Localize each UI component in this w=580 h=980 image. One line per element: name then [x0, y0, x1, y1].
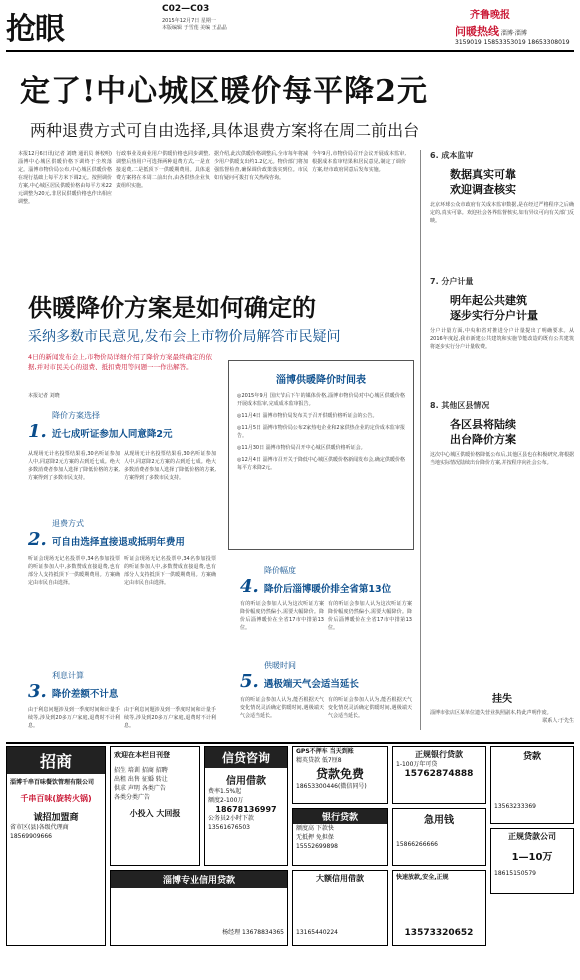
- notice-body: 淄博市张店区某单位遗失营业执照副本,特此声明作废。: [430, 710, 552, 716]
- article-column: 今年9月,市物价局召开会议开展成本监审,根据成本监审结果和居民意见,制定了调价方案,经市政府同意后发布实施。: [312, 151, 406, 173]
- section-body: 听证会现场无记名投票中,34名参加投票的听证参加人中,多数赞成直接退费,也有部分人支持抵顶下一供暖期费用。方案确定由市民自由选择。: [28, 556, 120, 586]
- ad-line: 招生 培训 招商 招聘: [114, 767, 168, 774]
- side-item-num: 6.: [430, 151, 439, 160]
- ad-extra: 公务员2小时下款: [208, 815, 254, 822]
- hotline-label: 问暖热线: [455, 25, 499, 38]
- ad-amount: 1—10万: [511, 852, 553, 863]
- ad-line: 小投入 大回报: [129, 809, 181, 818]
- hotline-number: 18653308019: [527, 39, 570, 46]
- section-body: 有的听证会参加人认为这次听证方案降价幅度仍然偏小,需要大幅降价。降价后淄博暖价在全省17市中排第13位。: [328, 601, 412, 631]
- faq-section: [28, 518, 248, 550]
- ad-title: 淄博专业信用贷款: [111, 871, 287, 888]
- masthead-divider: [6, 50, 574, 52]
- timeline-item: ◎12月4日 淄博市召开关于降低中心城区供暖价格新闻发布会,确定供暖价格每平方米降2元。: [237, 457, 405, 471]
- ad-tel: 13563233369: [494, 803, 536, 810]
- side-item-label: 其他区县情况: [441, 401, 490, 410]
- ad-tel: 13165440224: [296, 929, 338, 936]
- section-body: 从现场无计名投票结果看,30名听证参加人中,同意降2元方案的占到近七成。绝大多数消费者参加人选择了降低价格的方案,方案得到了多数市民支持。: [28, 451, 120, 481]
- faq-section: [240, 565, 420, 597]
- hotline-sub: 淄博·淄博: [500, 30, 527, 37]
- ad-daikuan: [490, 746, 574, 824]
- side-item-num: 7.: [430, 277, 439, 286]
- ad-kuaisu: [392, 870, 486, 946]
- notice-contact: 联系人:于先生: [542, 718, 574, 724]
- timeline-item: ◎2015年9月 国庆节后下午的媒体价格,淄博市物价局对中心城区供暖价格开展成本监审,完成成本监审报告。: [237, 393, 405, 407]
- side-item-head: [430, 276, 574, 287]
- ad-xinxi: [110, 746, 200, 866]
- section-body: 有的听证会参加人认为,能否根据天气变化情况灵活确定供暖时间,遇极端天气会适当延长。: [240, 697, 324, 719]
- notice: [430, 690, 574, 725]
- hotline-banner: [455, 27, 575, 47]
- timeline-title: 淄博供暖降价时间表: [276, 375, 366, 386]
- masthead-editor: 本版编辑 于雪莲 美编 王晶晶: [162, 25, 227, 31]
- ad-sub: 精英贷款 低7厘8: [296, 757, 342, 764]
- timeline-item: ◎11月4日 淄博市物价局发布关于召开供暖价格听证会的公告。: [237, 413, 378, 419]
- ad-title: 急用钱: [424, 815, 454, 826]
- hotline-number: 15853353019: [483, 39, 526, 46]
- side-item-head: [430, 400, 574, 411]
- masthead-meta: [162, 18, 227, 32]
- ad-tel: 18678136997: [215, 805, 277, 814]
- ad-sub: 信用借款: [226, 776, 266, 787]
- hotline-number: 3159019: [455, 39, 482, 46]
- ad-tel: 13573320652: [404, 928, 474, 938]
- main-subhead: 两种退费方式可自由选择,具体退费方案将在周二前出台: [30, 121, 420, 140]
- timeline-item: ◎11月30日 淄博市物价局召开中心城区供暖价格听证会。: [237, 445, 366, 451]
- section-number: 3.: [28, 681, 47, 702]
- article-column: 本报12月6日讯(记者 刘晓 通讯员 蒋校明) 淄博中心城区供暖价格下调终于尘埃落定。淄博市物价局公布,中心城区供暖价格在现行基础上每平方米下调2元。按照调价方案,中心城区居民供暖价格由每平方米22元调整为20元,非居民供暖价格也作出相应调整。: [18, 151, 112, 205]
- ad-zhenggui: [392, 746, 486, 804]
- ad-title: 正规银行贷款: [415, 750, 463, 759]
- lead-paragraph: 4日的新闻发布会上,市物价局详细介绍了降价方案最终确定的依据,并对市民关心的退费、抵扣费用等问题一一作出解答。: [28, 353, 212, 371]
- ad-main: 贷款免费: [315, 767, 364, 781]
- ad-limit: 额度2-100万: [208, 797, 244, 804]
- side-item-body: 分户计量方面,中央和省对推进分户计量提出了明确要求。从2016年度起,我市新建公共建筑和实施节能改造的既有公共建筑将逐步实行分户计量收费。: [430, 328, 574, 350]
- article-column: 据介绍,此次供暖价格调整后,全市每年将减少用户供暖支出约1.2亿元。物价部门将加强监督检查,确保调价政策落实到位。市民如有疑问可拨打有关热线咨询。: [214, 151, 308, 181]
- second-subhead: 采纳多数市民意见,发布会上市物价局解答市民疑问: [28, 329, 341, 345]
- ad-xindai: [204, 746, 288, 866]
- section-title: 遇极端天气会适当延长: [263, 679, 359, 690]
- byline: 本报记者 刘晓: [28, 393, 60, 399]
- side-item: [430, 150, 574, 257]
- side-item-title: 数据真实可靠 欢迎调查核实: [450, 168, 516, 196]
- ad-tel: 18569909666: [10, 833, 52, 840]
- side-item-num: 8.: [430, 401, 439, 410]
- section-label: 退费方式: [52, 519, 84, 528]
- section-body: 有的听证会参加人认为,能否根据天气变化情况灵活确定供暖时间,遇极端天气会适当延长。: [328, 697, 412, 719]
- ad-title: GPS不押车 当天到账: [296, 748, 354, 755]
- column-divider: [420, 150, 421, 730]
- section-title: 降价后淄博暖价排全省第13位: [263, 584, 392, 595]
- ad-contact: 杨经理: [222, 929, 241, 936]
- faq-section: [28, 410, 218, 442]
- section-body: 有的听证会参加人认为这次听证方案降价幅度仍然偏小,需要大幅降价。降价后淄博暖价在全省17市中排第13位。: [240, 601, 324, 631]
- ad-title: 快速放款,安全,正规: [396, 874, 449, 881]
- ad-line: 各类分类广告: [114, 794, 151, 801]
- section-body: 由于利息问题涉及到一季度时间和计量手续等,涉及到20多万户家庭,退费时不计利息。: [124, 707, 216, 729]
- ad-line: 欢迎在本栏目刊登: [114, 751, 170, 759]
- section-body: 由于利息问题涉及到一季度时间和计量手续等,涉及到20多万户家庭,退费时不计利息。: [28, 707, 120, 729]
- section-label: 降价幅度: [264, 566, 296, 575]
- section-body: 听证会现场无记名投票中,34名参加投票的听证参加人中,多数赞成直接退费,也有部分人支持抵顶下一供暖期费用。方案确定由市民自由选择。: [124, 556, 216, 586]
- ad-zhenggui2: [490, 828, 574, 894]
- ad-tel2: 13561676503: [208, 824, 250, 831]
- section-number: 2.: [28, 529, 47, 550]
- section-title: 可自由选择直接退或抵明年费用: [51, 537, 185, 548]
- notice-title: 挂失: [492, 694, 512, 705]
- section-label: 降价方案选择: [52, 411, 100, 420]
- ad-line: 供求 声明 各类广告: [114, 785, 166, 792]
- faq-section: [28, 670, 218, 702]
- ad-title: 贷款: [522, 752, 541, 762]
- section-label: 利息计算: [52, 671, 84, 680]
- main-headline: 定了!中心城区暖价每平降2元: [20, 74, 429, 109]
- newspaper-brand: 齐鲁晚报: [470, 10, 510, 21]
- ads-divider: [6, 742, 574, 744]
- masthead-date: 2015年12月7日 星期一: [162, 18, 216, 24]
- side-item-body: 北京环球公众市政府有关成本监审数据,是在经过严格程序之后确定的,真实可靠。欢迎社会各界监督核实,如有异议可向有关部门反映。: [430, 202, 574, 224]
- ad-tel: 15552699898: [296, 843, 338, 850]
- ad-title: 信贷咨询: [205, 747, 287, 768]
- ad-sub: 1-100万年可贷: [396, 761, 438, 768]
- ad-title: 大额信用借款: [316, 874, 364, 883]
- side-item-head: [430, 150, 574, 161]
- side-item-label: 成本监审: [441, 151, 474, 160]
- ad-title: 正规贷款公司: [508, 832, 556, 841]
- section-logo: 抢眼: [6, 12, 64, 47]
- section-title: 近七成听证参加人同意降2元: [51, 429, 173, 440]
- ad-item: 无抵押 免担保: [296, 834, 334, 841]
- section-number: 5.: [240, 671, 259, 692]
- ad-contact-line: [111, 928, 287, 937]
- section-number: 1.: [28, 421, 47, 442]
- side-item-label: 分户计量: [441, 277, 474, 286]
- ad-rate: 费率1.5%起: [208, 788, 242, 795]
- ad-title: 银行贷款: [293, 809, 387, 824]
- ad-tel: 13678834365: [242, 929, 284, 936]
- ad-slogan: 诚招加盟商: [33, 813, 79, 823]
- side-item-title: 明年起公共建筑 逐步实行分户计量: [450, 294, 538, 322]
- ad-bank: [292, 808, 388, 866]
- ad-line: 出租 出售 征婚 转让: [114, 776, 168, 783]
- timeline-box: [228, 360, 414, 550]
- ad-jiyongqian: [392, 808, 486, 866]
- ad-tel: 15866266666: [396, 841, 438, 848]
- side-item-title: 各区县将陆续 出台降价方案: [450, 418, 516, 446]
- section-number: 4.: [240, 576, 259, 597]
- ad-tel: 18615150579: [494, 870, 536, 877]
- ad-zhaoshang: [6, 746, 106, 946]
- ad-title: 招商: [7, 747, 105, 774]
- ad-company: 淄博千串百味餐饮管理有限公司: [10, 779, 95, 786]
- side-item-body: 这次中心城区供暖价格降低公布后,其他区县也在积极研究,将根据当地实际情况陆续出台降价方案,并按程序向社会公布。: [430, 452, 574, 466]
- ad-area: 省市区(县)各级代理商: [10, 824, 69, 831]
- timeline-item: ◎11月5日 淄博市物价局公布2家热电企业和2家供热企业的定价成本监审报告。: [237, 425, 405, 439]
- section-label: 供暖时间: [264, 661, 296, 670]
- second-headline: 供暖降价方案是如何确定的: [28, 293, 316, 322]
- side-item: [430, 276, 574, 387]
- page-number: C02—C03: [162, 4, 210, 14]
- ad-brand: 千串百味(旋转火锅): [20, 794, 92, 803]
- ad-tel: 18653300446(微信同号): [296, 783, 367, 790]
- section-body: 从现场无计名投票结果看,30名听证参加人中,同意降2元方案的占到近七成。绝大多数消费者参加人选择了降低价格的方案,方案得到了多数市民支持。: [124, 451, 216, 481]
- article-column: 行政事业及商业用户供暖价格也同步调整,调整后热用户可选择两种退费方式,一是直接退费,二是抵顶下一供暖期费用。具体退费方案将在本周二前出台,由各供热企业负责组织实施。: [116, 151, 210, 189]
- ad-item: 额度高 下款快: [296, 825, 334, 832]
- ad-zhuanye: [110, 870, 288, 946]
- ad-tel: 15762874888: [404, 769, 474, 779]
- side-item: [430, 400, 574, 671]
- ad-dae: [292, 870, 388, 946]
- ad-gps: [292, 746, 388, 804]
- section-title: 降价差额不计息: [51, 689, 119, 700]
- faq-section: [240, 660, 420, 692]
